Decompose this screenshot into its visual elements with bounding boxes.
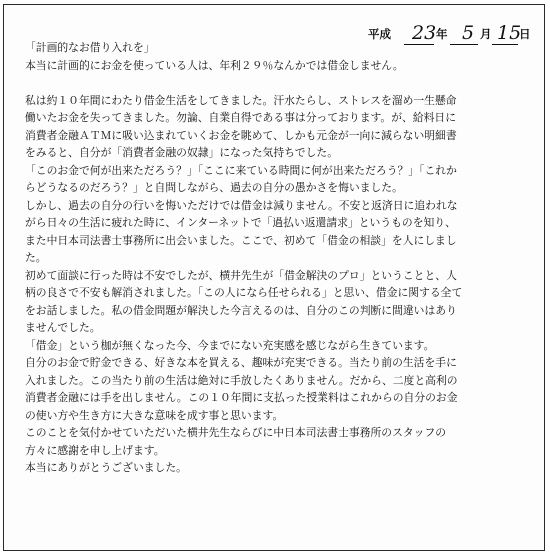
date-month-unit: 月 (480, 27, 492, 41)
blank-line (25, 74, 525, 92)
date-year-unit: 年 (436, 27, 448, 41)
letter-sheet (3, 4, 545, 551)
letter-line: 「計画的なお借り入れを」 (25, 41, 155, 54)
letter-body (25, 39, 525, 477)
letter-line: をお話しました。私の借金問題が解決した今言えるのは、自分のこの判断に間違いはあり (25, 303, 457, 317)
letter-line: 方々に感謝を申し上げます。 (25, 443, 165, 457)
date-month: 5 (462, 22, 475, 44)
date-day: 15 (497, 22, 522, 44)
letter-line: このことを気付かせていただいた横井先生ならびに中日本司法書士事務所のスタッフの (25, 426, 447, 439)
letter-line: 消費者金融には手を出しません。この１０年間に支払った授業料はこれからの自分のお金 (25, 391, 458, 404)
letter-line: ませんでした。 (25, 321, 101, 334)
letter-line: 初めて面談に行った時は不安でしたが、横井先生が「借金解決のプロ」ということと、人 (25, 268, 457, 282)
letter-line: また中日本司法書士事務所に出会いました。ここで、初めて「借金の相談」を人にしまし (25, 233, 457, 247)
letter-line: がら日々の生活に疲れた時に、インターネットで「過払い返還請求」というものを知り、 (25, 216, 456, 229)
letter-line: 入れました。この当たり前の生活は絶対に手放したくありません。だから、二度と高利の (25, 373, 458, 387)
letter-line: しかし、過去の自分の行いを悔いただけでは借金は減りません。不安と返済日に追われな (25, 198, 458, 212)
letter-line: をみると、自分が「消費者金融の奴隷」になった気持ちでした。 (25, 146, 338, 159)
letter-line: 本当に計画的にお金を使っている人は、年利２９％なんかでは借金しません。 (25, 58, 404, 72)
letter-line: 本当にありがとうございました。 (25, 461, 187, 474)
letter-line: 柄の良さで不安も解消されました。「この人になら任せられる」と思い、借金に関する全て (25, 286, 463, 299)
letter-line: らどうなるのだろう？」と自問しながら、過去の自分の愚かさを悔いました。 (25, 181, 403, 194)
date-day-unit: 日 (519, 27, 531, 41)
letter-line: 自分のお金で貯金できる、好きな本を買える、趣味が充実できる。当たり前の生活を手に (25, 356, 457, 369)
letter-line: 働いたお金を失ってきました。勿論、自業自得である事は分っております。が、給料日に (25, 111, 457, 124)
letter-line: 「借金」という枷が無くなった今、今までにない充実感を感じながら生きています。 (25, 338, 435, 352)
letter-line: 私は約１０年間にわたり借金生活をしてきました。汗水たらし、ストレスを溜め一生懸命 (25, 93, 457, 107)
letter-line: の使い方や生き方に大きな意味を成す事と思います。 (25, 408, 284, 422)
letter-line: 消費者金融ＡＴＭに吸い込まれていくお金を眺めて、しかも元金が一向に減らない明細書 (25, 128, 457, 142)
letter-line: た。 (25, 251, 47, 264)
date-era: 平成 (368, 27, 391, 41)
date-year: 23 (412, 22, 437, 44)
letter-line: 「このお金で何が出来ただろう？」「ここに来ている時間に何が出来ただろう？」「これか (25, 163, 457, 177)
